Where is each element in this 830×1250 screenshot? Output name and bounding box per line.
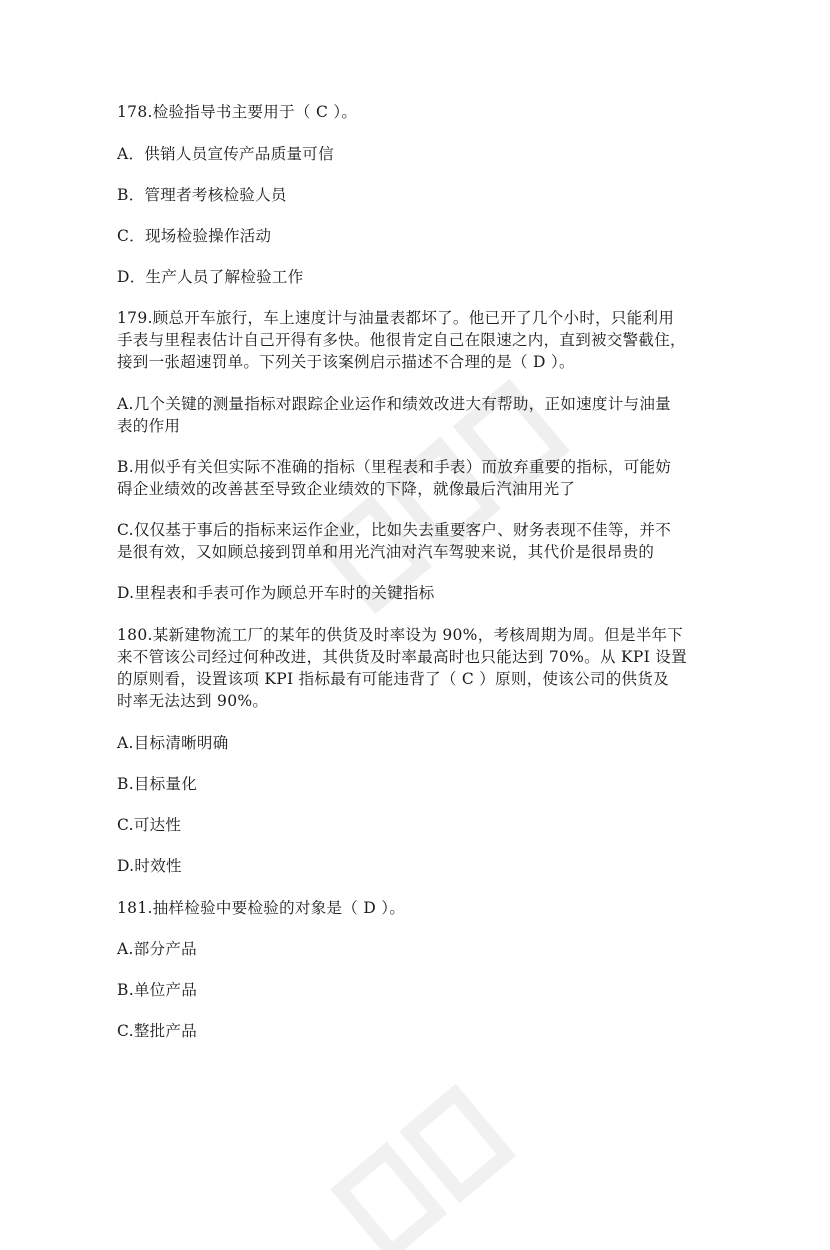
q179-option-a-line-1: A.几个关键的测量指标对跟踪企业运作和绩效改进大有帮助，正如速度计与油量: [117, 395, 671, 413]
q180-stem-line-2: 来不管该公司经过何种改进，其供货及时率最高时也只能达到 70%。从 KPI 设置: [117, 648, 687, 666]
q178-option-d: D．生产人员了解检验工作: [117, 268, 304, 286]
watermark-graphic-bottom: [300, 1050, 600, 1250]
q179-option-b-line-2: 碍企业绩效的改善甚至导致企业绩效的下降，就像最后汽油用光了: [117, 480, 576, 498]
q181-stem: 181.抽样检验中要检验的对象是（ D ）。: [117, 899, 406, 917]
q179-stem-line-1: 179.顾总开车旅行，车上速度计与油量表都坏了。他已开了几个小时，只能利用: [117, 309, 675, 327]
q178-stem: 178.检验指导书主要用于（ C ）。: [117, 103, 358, 121]
q178-option-b: B．管理者考核检验人员: [117, 186, 287, 204]
q181-option-c: C.整批产品: [117, 1022, 198, 1040]
q180-stem-line-3: 的原则看，设置该项 KPI 指标最有可能违背了（ C ）原则，使该公司的供货及: [117, 670, 669, 688]
q178-option-c: C．现场检验操作活动: [117, 227, 272, 245]
q181-option-b: B.单位产品: [117, 981, 198, 999]
q179-option-c-line-2: 是很有效，又如顾总接到罚单和用光汽油对汽车驾驶来说，其代价是很昂贵的: [117, 543, 655, 561]
q179-option-b-line-1: B.用似乎有关但实际不准确的指标（里程表和手表）而放弃重要的指标，可能妨: [117, 458, 672, 476]
q178-option-a: A．供销人员宣传产品质量可信: [117, 145, 334, 163]
q181-option-a: A.部分产品: [117, 940, 197, 958]
q179-option-c-line-1: C.仅仅基于事后的指标来运作企业，比如失去重要客户、财务表现不佳等，并不: [117, 521, 672, 539]
q180-stem-line-1: 180.某新建物流工厂的某年的供货及时率设为 90%，考核周期为周。但是半年下: [117, 626, 684, 644]
q180-stem-line-4: 时率无法达到 90%。: [117, 692, 269, 710]
q179-stem-line-2: 手表与里程表估计自己开得有多快。他很肯定自己在限速之内，直到被交警截住，: [117, 331, 686, 349]
q180-option-d: D.时效性: [117, 857, 182, 875]
q180-option-c: C.可达性: [117, 816, 182, 834]
q179-option-d: D.里程表和手表可作为顾总开车时的关键指标: [117, 584, 435, 602]
q179-option-a-line-2: 表的作用: [117, 417, 181, 435]
q180-option-b: B.目标量化: [117, 775, 198, 793]
q180-option-a: A.目标清晰明确: [117, 734, 229, 752]
q179-stem-line-3: 接到一张超速罚单。下列关于该案例启示描述不合理的是（ D ）。: [117, 353, 575, 371]
